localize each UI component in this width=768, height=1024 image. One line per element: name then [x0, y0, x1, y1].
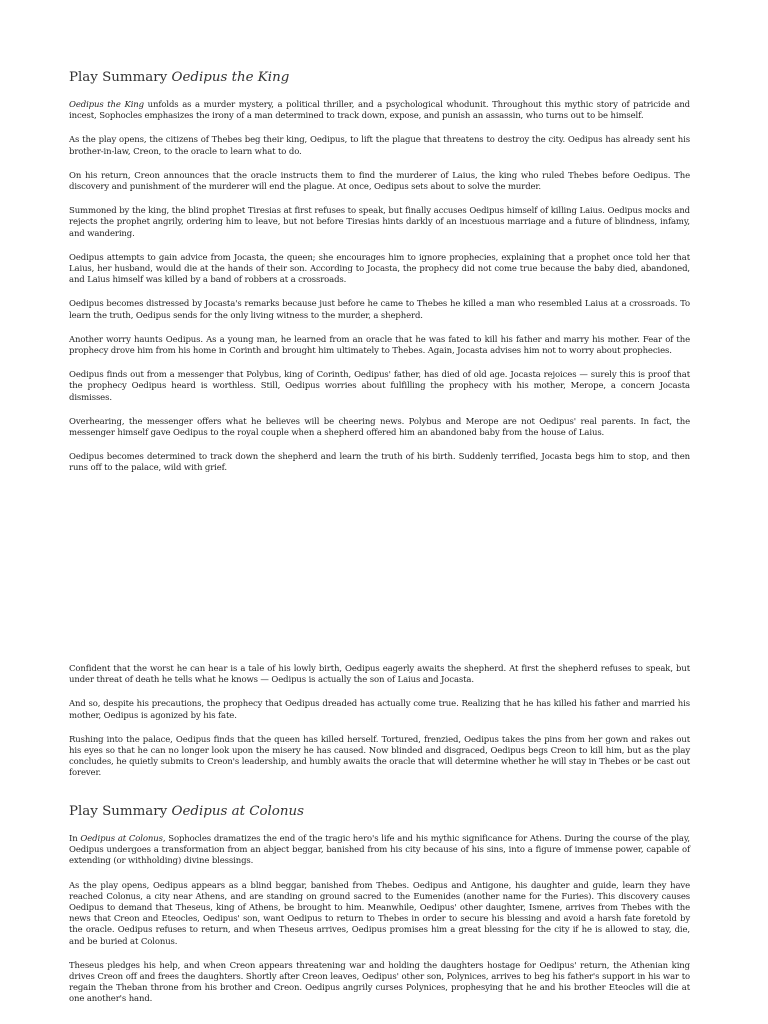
paragraph: Theseus pledges his help, and when Creon appears threatening war and holding the daughters hostage for Oedipus' return, the Athenian king drives Creon off and frees the daughters. Shortly after Creon leaves, Oedipus' other son, Polynices, arrives to beg his father's support in his war to regain the Theban throne from his brother and Creon. Oedipus angrily curses Polynices, prophesying that he and his brother Eteocles will die at one another's hand. — [69, 960, 690, 1005]
paragraph: Rushing into the palace, Oedipus finds that the queen has killed herself. Tortured, frenzied, Oedipus takes the pins from her gown and rakes out his eyes so that he can no longer look upon the misery he has caused. Now blinded and disgraced, Oedipus begs Creon to kill him, but as the play concludes, he quietly submits to Creon's leadership, and humbly awaits the oracle that will determine whether he will stay in Thebes or be cast out forever. — [69, 734, 690, 779]
paragraph: And so, despite his precautions, the prophecy that Oedipus dreaded has actually come true. Realizing that he has killed his father and married his mother, Oedipus is agonized by his fate. — [69, 699, 690, 721]
section-title — [69, 70, 690, 86]
section2-body — [69, 834, 690, 1019]
italic-title: Oedipus at Colonus — [80, 834, 163, 844]
paragraph: Oedipus attempts to gain advice from Jocasta, the queen; she encourages him to ignore prophecies, explaining that a prophet once told her that Laius, her husband, would die at the hands of their son. According to Jocasta, the prophecy did not come true because the baby died, abandoned, and Laius himself was killed by a band of robbers at a crossroads. — [69, 252, 690, 286]
paragraph-text: unfolds as a murder mystery, a political thriller, and a psychological whodunit. Throughout this mythic story of patricide and incest, Sophocles emphasizes the irony of a man determined to track down, expose, and punish an assassin, who turns out to be himself. — [69, 100, 690, 122]
paragraph: Overhearing, the messenger offers what he believes will be cheering news. Polybus and Merope are not Oedipus' real parents. In fact, the messenger himself gave Oedipus to the royal couple when a shepherd offered him an abandoned baby from the house of Laius. — [69, 416, 690, 439]
paragraph: Oedipus becomes distressed by Jocasta's remarks because just before he came to Thebes he killed a man who resembled Laius at a crossroads. To learn the truth, Oedipus sends for the only living witness to the murder, a shepherd. — [69, 299, 690, 321]
section-heading-oedipus-at-colonus — [69, 804, 690, 820]
heading-prefix: Play Summary — [69, 70, 168, 85]
heading-play-title: Oedipus the King — [171, 70, 290, 85]
paragraph — [69, 100, 690, 122]
paragraph: Another worry haunts Oedipus. As a young man, he learned from an oracle that he was fated to kill his father and marry his mother. Fear of the prophecy drove him from his home in Corinth and brought him ultimately to Thebes. Again, Jocasta advises him not to worry about prophecies. — [69, 334, 690, 357]
paragraph — [69, 834, 690, 868]
italic-title: Oedipus the King — [69, 100, 144, 110]
paragraph: Summoned by the king, the blind prophet Tiresias at first refuses to speak, but finally accuses Oedipus himself of killing Laius. Oedipus mocks and rejects the prophet angrily, ordering him to leave, but not before Tiresias hints darkly of an incestuous marriage and a future of blindness, infamy, and wandering. — [69, 206, 690, 239]
paragraph: Oedipus becomes determined to track down the shepherd and learn the truth of his birth. Suddenly terrified, Jocasta begs him to stop, and then runs off to the palace, wild with grief. — [69, 452, 690, 474]
section-title — [69, 804, 690, 820]
paragraph: Oedipus finds out from a messenger that Polybus, king of Corinth, Oedipus' father, has died of old age. Jocasta rejoices — surely this is proof that the prophecy Oedipus heard is worthless. Still, Oedipus worries about fulfilling the prophecy with his mother, Merope, a concern Jocasta dismisses. — [69, 370, 690, 403]
heading-play-title: Oedipus at Colonus — [171, 804, 304, 819]
paragraph: As the play opens, Oedipus appears as a blind beggar, banished from Thebes. Oedipus and Antigone, his daughter and guide, learn they have reached Colonus, a city near Athens, and are standing on ground sacred to the Eumenides (another name for the Furies). This discovery causes Oedipus to demand that Theseus, king of Athens, be brought to him. Meanwhile, Oedipus' other daughter, Ismene, arrives from Thebes with the news that Creon and Eteocles, Oedipus' son, want Oedipus to return to Thebes in order to secure his blessing and avoid a harsh fate foretold by the oracle. Oedipus refuses to return, and when Theseus arrives, Oedipus promises him a great blessing for the city if he is allowed to stay, die, and be buried at Colonus. — [69, 880, 690, 947]
section-heading-oedipus-the-king — [69, 70, 690, 86]
paragraph-text: , Sophocles dramatizes the end of the tragic hero's life and his mythic significance for Athens. During the course of the play, Oedipus undergoes a transformation from an abject beggar, banished from his city because of his sins, into a figure of immense power, capable of extending (or withholding) divine blessings. — [69, 834, 690, 867]
paragraph-lead: In — [69, 834, 81, 844]
section1-body-top — [69, 100, 690, 488]
section1-body-bottom — [69, 664, 690, 793]
heading-prefix: Play Summary — [69, 804, 168, 819]
paragraph: As the play opens, the citizens of Thebes beg their king, Oedipus, to lift the plague that threatens to destroy the city. Oedipus has already sent his brother-in-law, Creon, to the oracle to learn what to do. — [69, 135, 690, 157]
paragraph: On his return, Creon announces that the oracle instructs them to find the murderer of Laius, the king who ruled Thebes before Oedipus. The discovery and punishment of the murderer will end the plague. At once, Oedipus sets about to solve the murder. — [69, 170, 690, 193]
paragraph: Confident that the worst he can hear is a tale of his lowly birth, Oedipus eagerly awaits the shepherd. At first the shepherd refuses to speak, but under threat of death he tells what he knows — Oedipus is actually the son of Laius and Jocasta. — [69, 664, 690, 686]
